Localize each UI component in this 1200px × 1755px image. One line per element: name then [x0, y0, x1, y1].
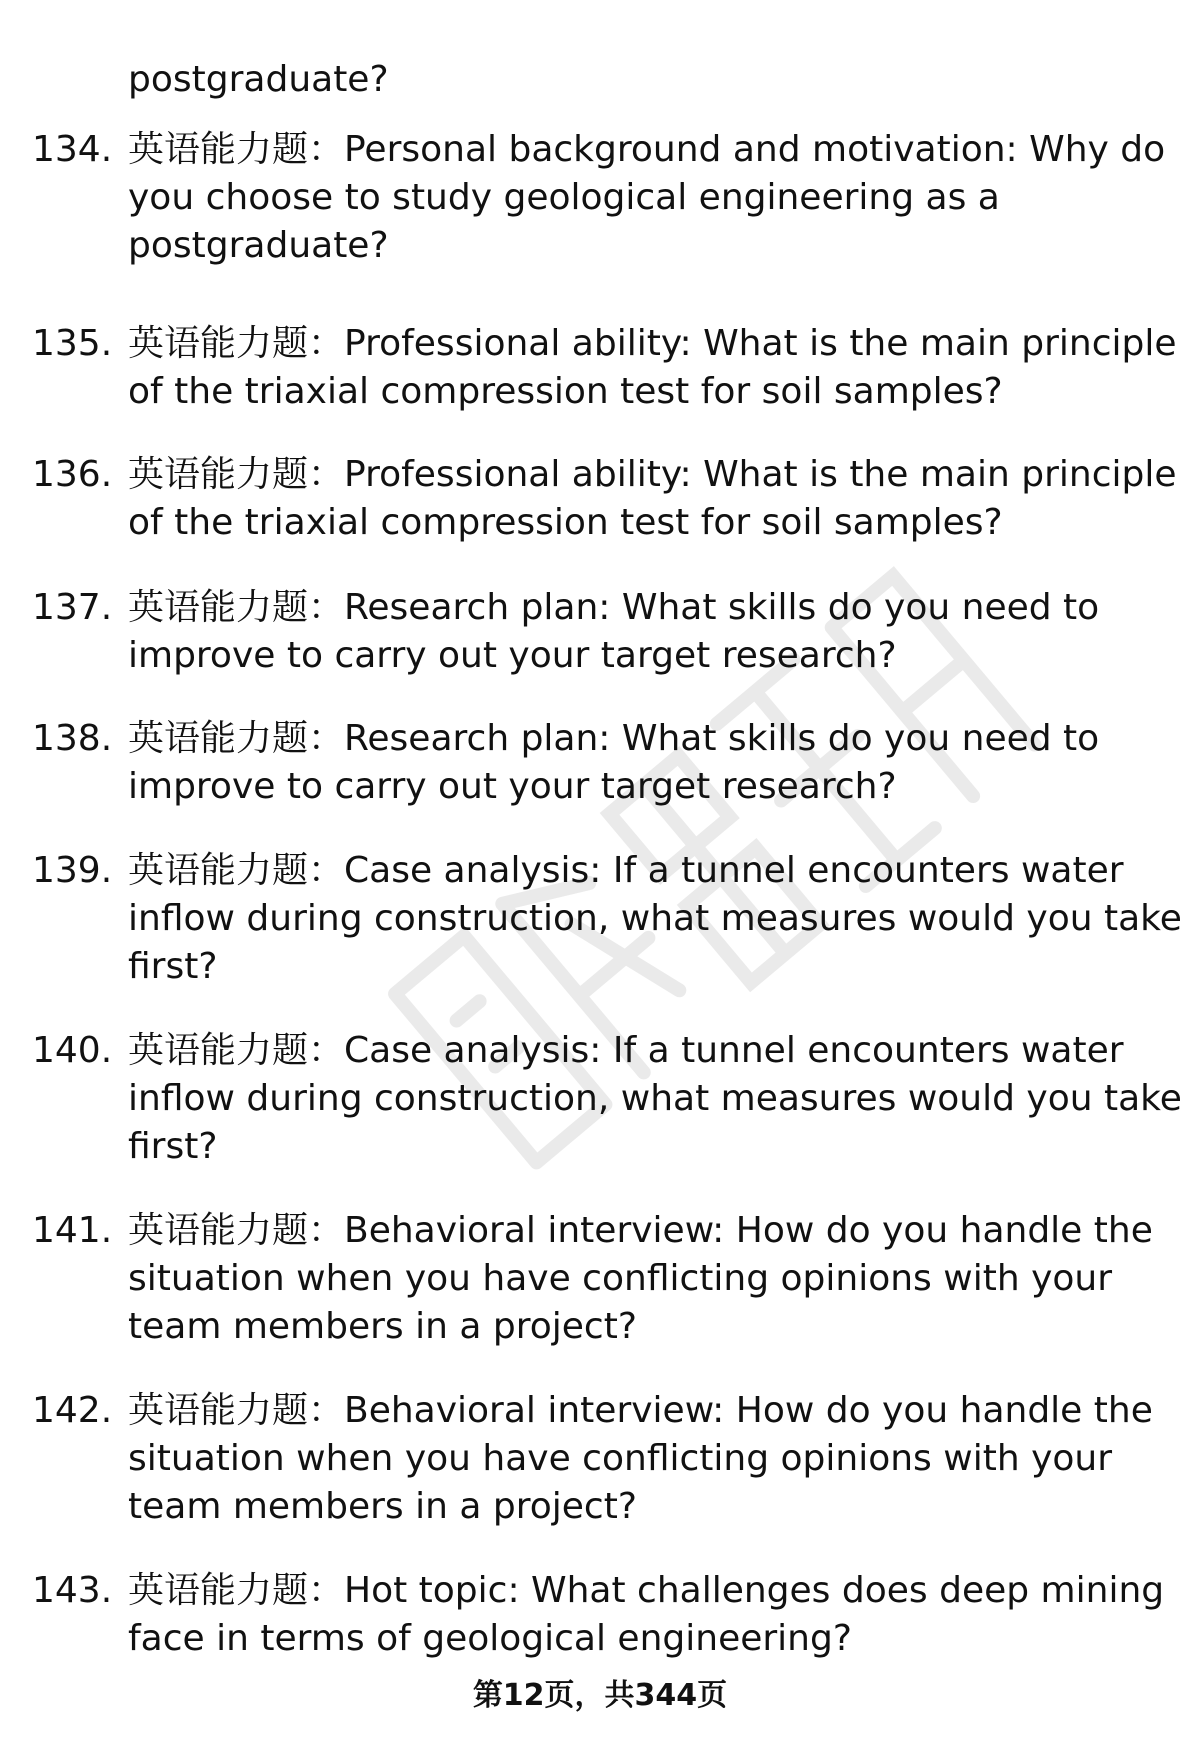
question-line: of the triaxial compression test for soil samples? [128, 502, 1003, 543]
question-text [128, 320, 1177, 416]
question-line: 英语能力题：Personal background and motivation: Why do [128, 129, 1166, 170]
question-text [128, 1387, 1153, 1531]
question-number: 139. [32, 850, 113, 891]
question-line: improve to carry out your target research? [128, 635, 897, 676]
question-number: 141. [32, 1210, 113, 1251]
question-line: situation when you have conflicting opinions with your [128, 1258, 1113, 1299]
question-line: 英语能力题：Research plan: What skills do you need to [128, 718, 1100, 759]
question-line: first? [128, 946, 218, 987]
question-line: inflow during construction, what measures would you take [128, 898, 1182, 939]
question-line: of the triaxial compression test for soil samples? [128, 371, 1003, 412]
question-number: 134. [32, 129, 113, 170]
question-line: 英语能力题：Case analysis: If a tunnel encounters water [128, 1030, 1124, 1071]
question-number: 143. [32, 1570, 113, 1611]
question-text [128, 1027, 1182, 1171]
page-number-footer: 第12页，共344页 [472, 1678, 728, 1713]
question-line: first? [128, 1126, 218, 1167]
question-line: improve to carry out your target research? [128, 766, 897, 807]
question-line: 英语能力题：Case analysis: If a tunnel encounters water [128, 850, 1124, 891]
question-number: 142. [32, 1390, 113, 1431]
question-number: 140. [32, 1030, 113, 1071]
question-number: 137. [32, 587, 113, 628]
question-line: face in terms of geological engineering? [128, 1618, 852, 1659]
question-line: team members in a project? [128, 1486, 637, 1527]
question-line: situation when you have conflicting opinions with your [128, 1438, 1113, 1479]
question-line: you choose to study geological engineering as a [128, 177, 1000, 218]
continued-question-text: postgraduate? [128, 59, 389, 100]
question-line: 英语能力题：Professional ability: What is the main principle [128, 454, 1177, 495]
question-line: inflow during construction, what measures would you take [128, 1078, 1182, 1119]
question-text [128, 126, 1166, 270]
question-number: 138. [32, 718, 113, 759]
question-text [128, 1567, 1165, 1663]
question-line: 英语能力题：Behavioral interview: How do you handle the [128, 1390, 1153, 1431]
question-line: 英语能力题：Professional ability: What is the main principle [128, 323, 1177, 364]
question-line: 英语能力题：Hot topic: What challenges does deep mining [128, 1570, 1165, 1611]
question-text [128, 584, 1148, 680]
question-text [128, 847, 1182, 991]
question-line: team members in a project? [128, 1306, 637, 1347]
question-text [128, 715, 1148, 811]
question-line: postgraduate? [128, 225, 389, 266]
question-line: 英语能力题：Behavioral interview: How do you handle the [128, 1210, 1153, 1251]
question-text [128, 451, 1177, 547]
question-line: 英语能力题：Research plan: What skills do you need to [128, 587, 1100, 628]
question-number: 135. [32, 323, 113, 364]
question-number: 136. [32, 454, 113, 495]
question-text [128, 1207, 1153, 1351]
